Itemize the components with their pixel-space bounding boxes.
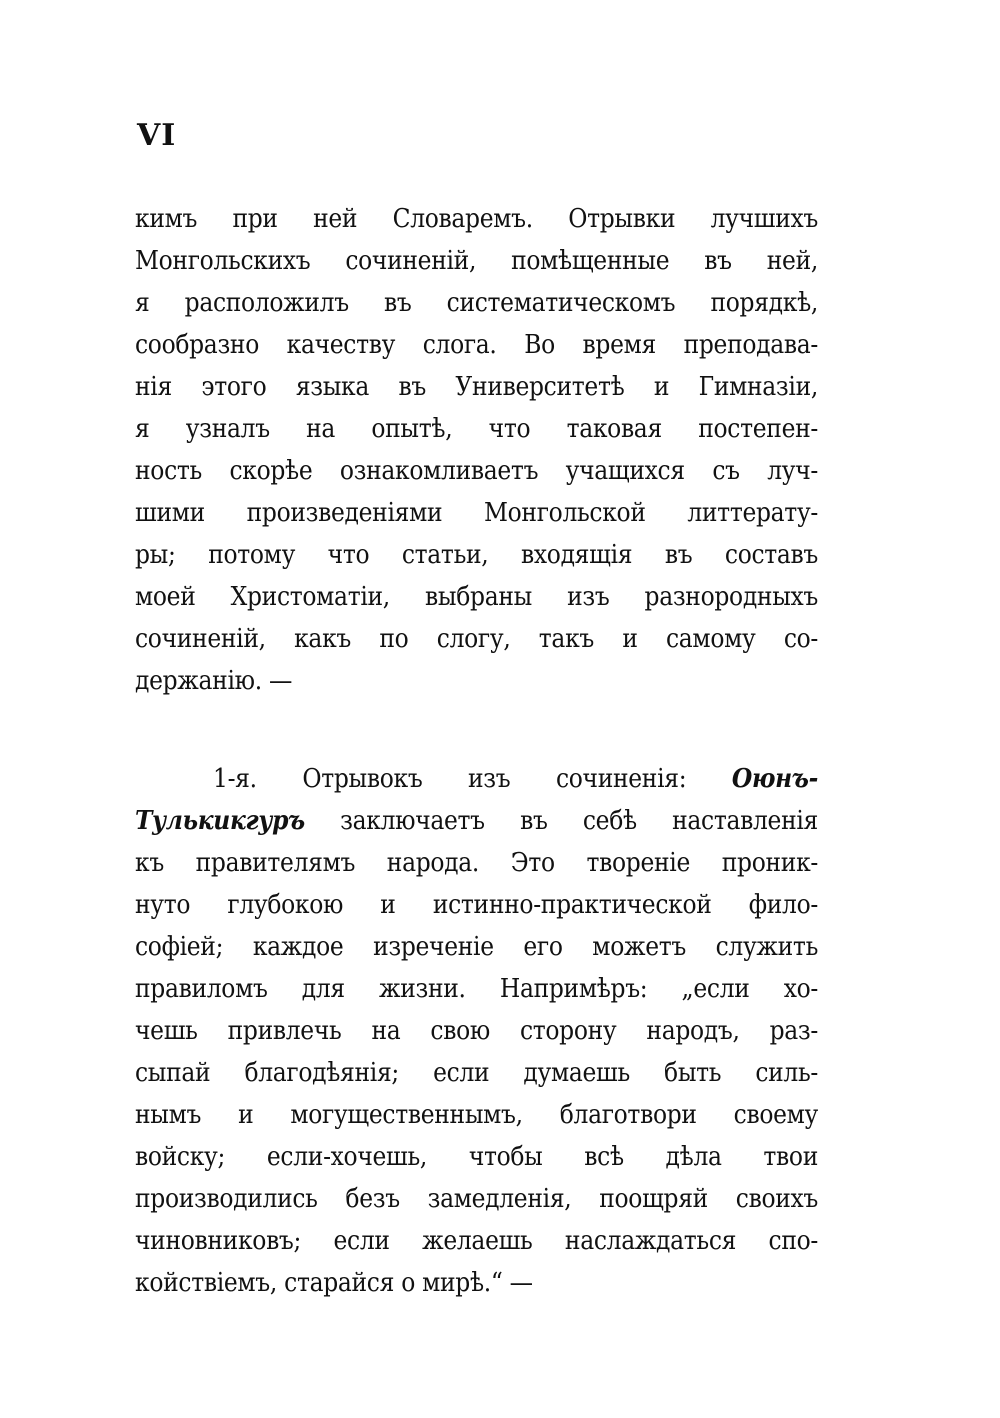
text-line: нія этого языка въ Университетѣ и Гимназіи, [135,372,818,402]
text-line: шими произведеніями Монгольской литтерату- [135,498,818,528]
text-line: сообразно качеству слога. Во время преподава- [135,330,818,360]
text-line [135,758,818,800]
text-line [135,800,818,842]
text-line: къ правителямъ народа. Это твореніе проник- [135,848,818,878]
text-line: я расположилъ въ систематическомъ порядкѣ, [135,288,818,318]
text-line: сочиненій, какъ по слогу, такъ и самому со- [135,624,818,654]
page-number: VI [137,118,177,153]
text-line: нуто глубокою и истинно-практической фило- [135,890,818,920]
text-line: ры; потому что статьи, входящія въ составъ [135,540,818,570]
paragraph-1 [135,198,818,702]
text-line: ность скорѣе ознакомливаетъ учащихся съ луч- [135,456,818,486]
text-line: сыпай благодѣянія; если думаешь быть силь- [135,1058,818,1088]
text-line: чешь привлечь на свою сторону народъ, раз- [135,1016,818,1046]
excerpt-heading: 1-я. Отрывокъ изъ сочиненія: [213,764,732,794]
text-line: чиновниковъ; если желаешь наслаждаться спо- [135,1226,818,1256]
text-line: держанію. — [135,666,293,696]
text-span: заключаетъ въ себѣ наставленія [304,806,818,836]
text-line: нымъ и могущественнымъ, благотвори своему [135,1100,818,1130]
text-line: кимъ при ней Словаремъ. Отрывки лучшихъ [135,204,818,234]
work-title: Оюнъ- [731,764,818,794]
text-line: койствіемъ, старайся о мирѣ.“ — [135,1268,533,1298]
text-line: войску; если-хочешь, чтобы всѣ дѣла твои [135,1142,818,1172]
text-line: софіей; каждое изреченіе его можетъ служить [135,932,818,962]
text-line: моей Христоматіи, выбраны изъ разнородныхъ [135,582,818,612]
text-line: правиломъ для жизни. Напримѣръ: „если хо- [135,974,818,1004]
text-line: Монгольскихъ сочиненій, помѣщенные въ ней, [135,246,818,276]
paragraph-2 [135,758,818,1304]
text-line: производились безъ замедленія, поощряй своихъ [135,1184,818,1214]
work-title: Тулькикгуръ [135,806,305,836]
text-line: я узналъ на опытѣ, что таковая постепен- [135,414,818,444]
